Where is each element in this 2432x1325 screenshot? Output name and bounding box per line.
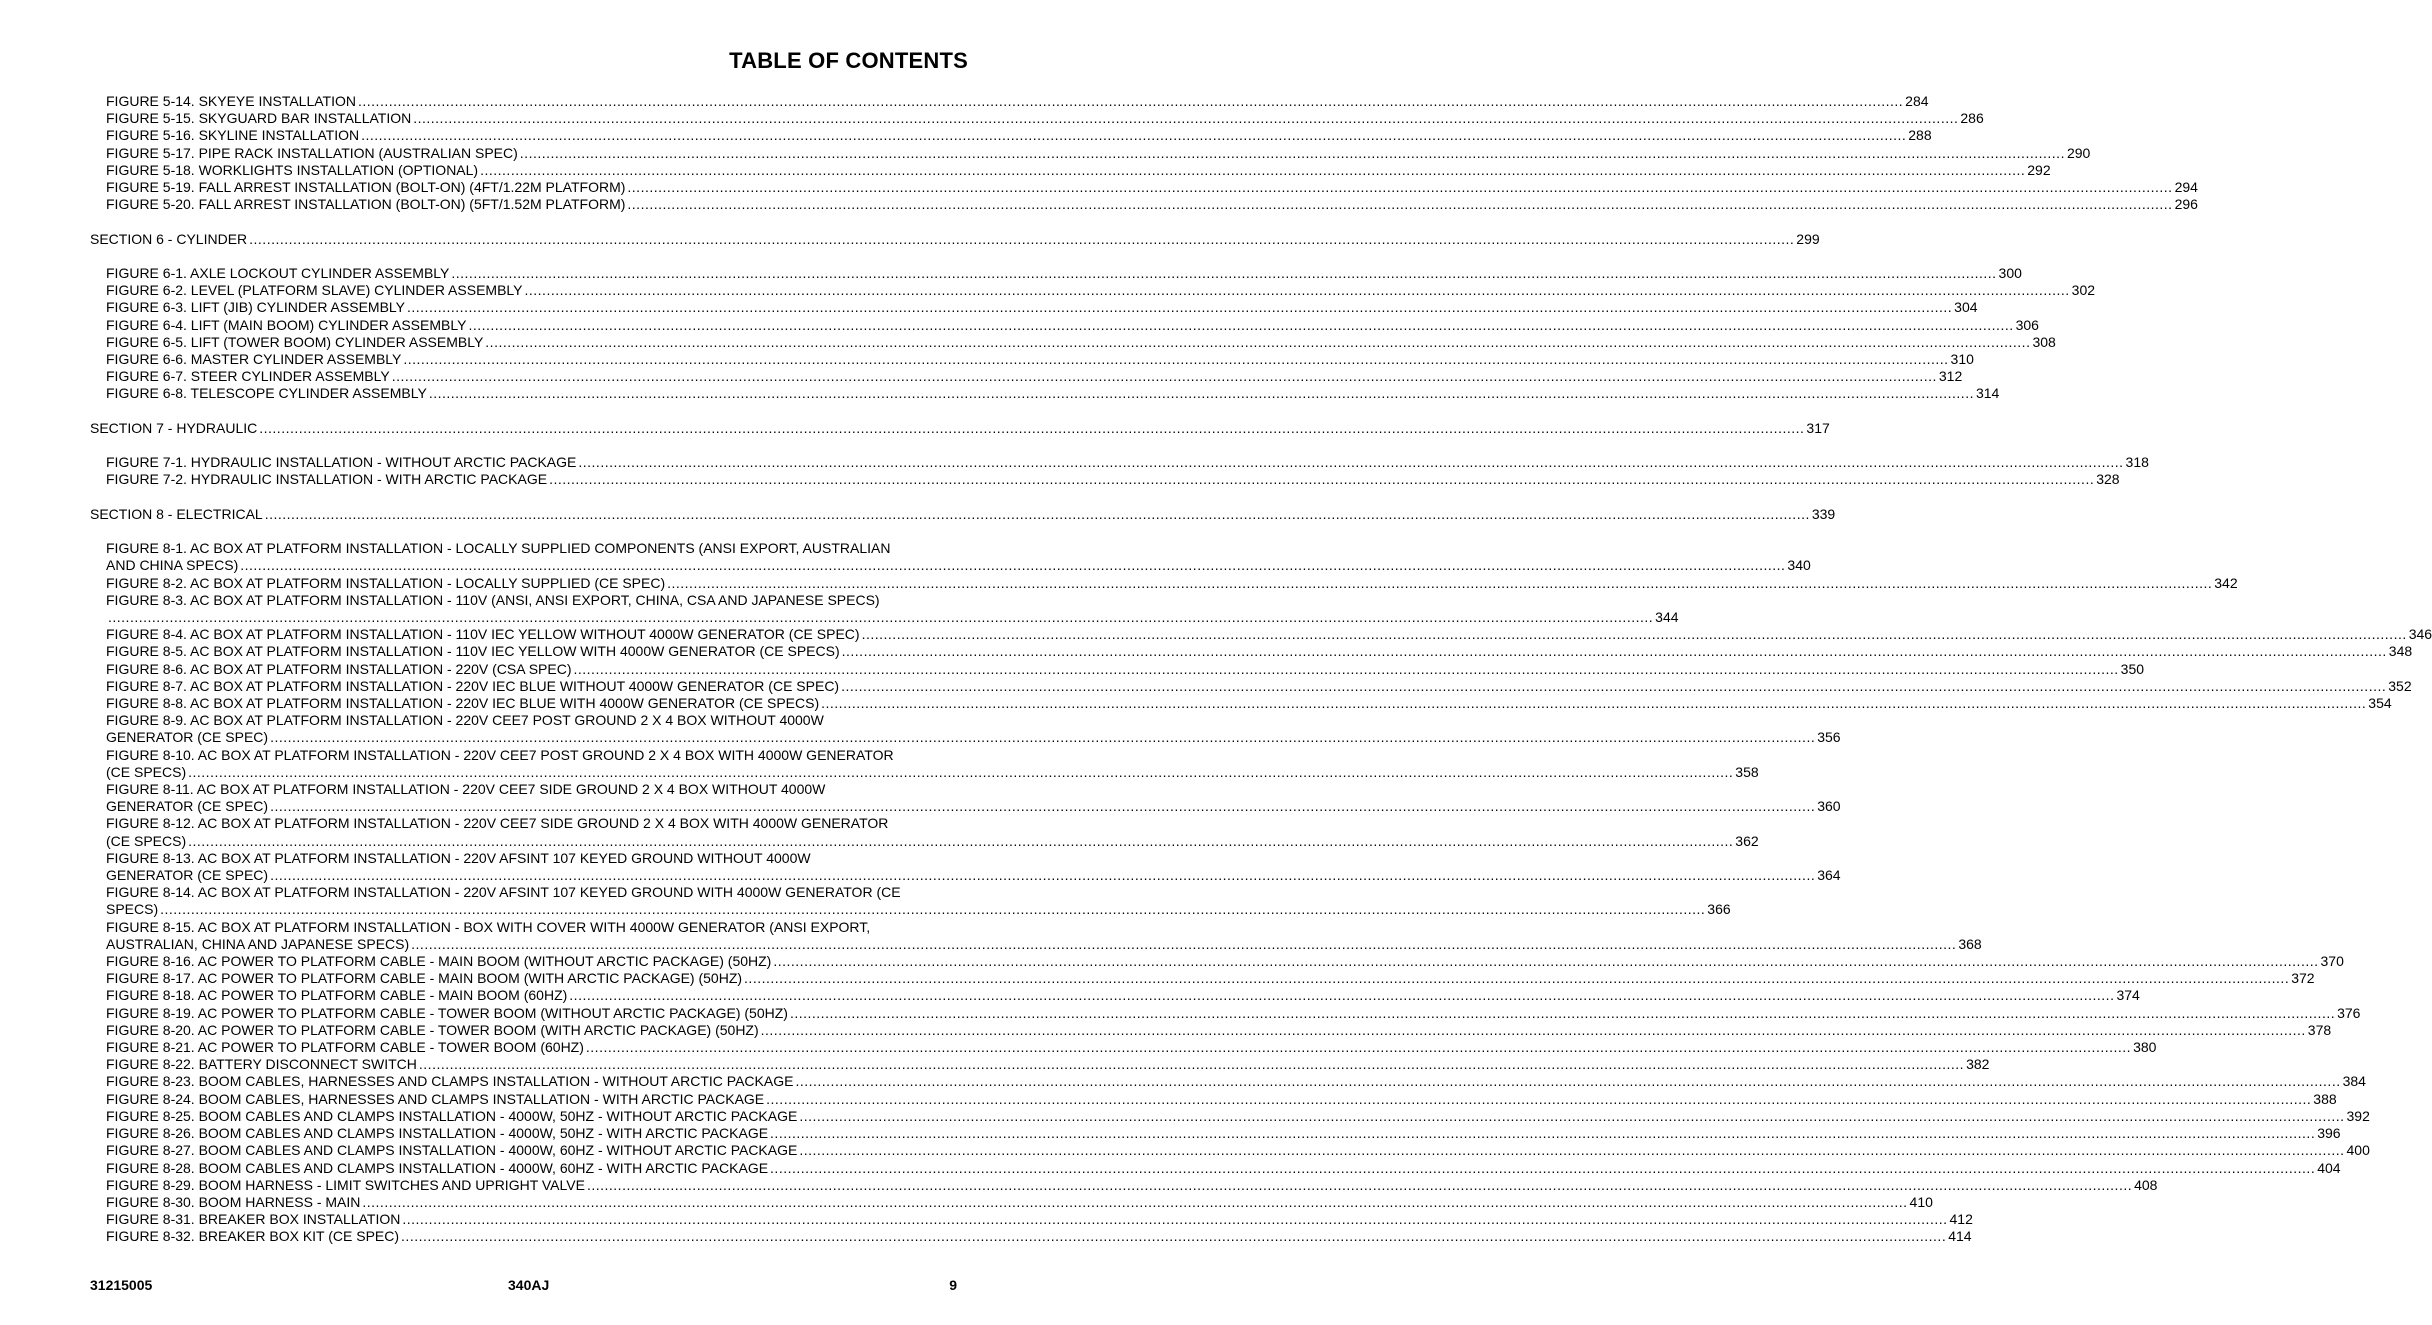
toc-entry-title: FIGURE 5-16. SKYLINE INSTALLATION [106,127,360,144]
toc-leader-dots [821,695,2366,712]
toc-entry-title: FIGURE 5-14. SKYEYE INSTALLATION [106,93,356,109]
toc-leader-dots [667,575,2212,592]
toc-entry-title: FIGURE 6-8. TELESCOPE CYLINDER ASSEMBLY [106,385,427,402]
toc-entry-title: FIGURE 8-18. AC POWER TO PLATFORM CABLE - MAIN BOOM (60HZ) [106,987,568,1004]
toc-entry-title-line1: FIGURE 8-1. AC BOX AT PLATFORM INSTALLATION - LOCALLY SUPPLIED COMPONENTS (ANSI EXPORT, AUSTRALIAN [106,540,891,557]
toc-entry-page: 300 [1998,265,2022,281]
toc-leader-dots [799,1142,2344,1159]
toc-entry-page: 358 [1735,763,1759,780]
toc-figure-entry[interactable] [90,970,2315,987]
toc-leader-dots [761,1022,2306,1039]
toc-entry-page: 288 [1908,127,1932,144]
toc-entry-title: FIGURE 8-22. BATTERY DISCONNECT SWITCH [106,1056,417,1073]
toc-entry-title: FIGURE 7-1. HYDRAULIC INSTALLATION - WITHOUT ARCTIC PACKAGE [106,454,577,471]
toc-figure-entry[interactable] [90,884,1731,918]
toc-figure-entry[interactable] [90,1107,2370,1125]
toc-entry-page: 396 [2317,1125,2341,1142]
toc-figure-entry[interactable] [90,1039,2157,1056]
toc-entry-title: FIGURE 6-4. LIFT (MAIN BOOM) CYLINDER ASSEMBLY [106,316,467,333]
toc-leader-dots [249,231,1794,248]
toc-entry-title-line1: FIGURE 8-11. AC BOX AT PLATFORM INSTALLATION - 220V CEE7 SIDE GROUND 2 X 4 BOX WITHOUT 4000W [106,781,826,798]
toc-list [90,93,2432,1246]
toc-figure-entry[interactable] [90,953,2344,970]
toc-entry-page: 306 [2015,316,2039,333]
toc-figure-entry[interactable] [90,849,1841,884]
toc-entry-title: FIGURE 8-32. BREAKER BOX KIT (CE SPEC) [106,1228,400,1245]
toc-leader-dots [270,867,1815,884]
toc-figure-entry[interactable] [90,643,2413,660]
toc-entry-page: 370 [2320,953,2344,970]
toc-entry-page: 408 [2134,1176,2158,1193]
toc-figure-entry[interactable] [90,695,2392,712]
toc-leader-dots [468,317,2013,334]
toc-entry-title: FIGURE 6-3. LIFT (JIB) CYLINDER ASSEMBLY [106,299,405,316]
toc-entry-page: 314 [1975,385,2000,402]
toc-figure-entry[interactable] [90,540,1811,574]
toc-leader-dots [627,196,2172,213]
toc-entry-title: SECTION 7 - HYDRAULIC [90,419,258,436]
toc-figure-entry[interactable] [90,110,1984,127]
toc-entry-title: FIGURE 8-20. AC POWER TO PLATFORM CABLE - TOWER BOOM (WITH ARCTIC PACKAGE) (50HZ) [106,1021,759,1038]
toc-leader-dots [402,1211,1947,1228]
toc-entry-title-line1: FIGURE 8-13. AC BOX AT PLATFORM INSTALLATION - 220V AFSINT 107 KEYED GROUND WITHOUT 4000W [106,849,811,866]
toc-entry-title: FIGURE 8-2. AC BOX AT PLATFORM INSTALLATION - LOCALLY SUPPLIED (CE SPEC) [106,574,666,591]
toc-leader-dots [574,661,2119,678]
toc-entry-page: 317 [1806,419,1830,436]
toc-leader-dots [358,93,1903,110]
toc-entry-page: 404 [2317,1159,2341,1176]
toc-leader-dots [525,282,2070,299]
toc-entry-page: 374 [2116,987,2140,1004]
toc-entry-page: 362 [1735,832,1759,849]
toc-entry-page: 294 [2174,179,2198,196]
toc-entry-title-line2: SPECS) [106,901,159,918]
toc-entry-page: 356 [1817,729,1841,746]
toc-entry-title-line2: GENERATOR (CE SPEC) [106,729,269,746]
toc-figure-entry[interactable] [90,161,2051,179]
doc-number: 31215005 [90,1277,153,1293]
toc-leader-dots [842,643,2387,660]
toc-leader-dots [392,368,1937,385]
toc-entry-page: 346 [2408,626,2432,643]
toc-figure-entry[interactable] [90,93,1929,110]
toc-entry-title: FIGURE 8-31. BREAKER BOX INSTALLATION [106,1211,401,1228]
page-number: 9 [949,1277,957,1293]
toc-figure-entry[interactable] [90,1211,1973,1228]
toc-figure-entry[interactable] [90,1125,2341,1142]
toc-entry-title: FIGURE 8-8. AC BOX AT PLATFORM INSTALLATION - 220V IEC BLUE WITH 4000W GENERATOR (CE SPECS) [106,695,820,712]
toc-entry-title-line1: FIGURE 8-14. AC BOX AT PLATFORM INSTALLATION - 220V AFSINT 107 KEYED GROUND WITH 4000W GENERATOR (CE [106,884,901,901]
toc-entry-title-line2: (CE SPECS) [106,832,187,849]
toc-entry-page: 368 [1958,935,1982,952]
toc-entry-title-line1: FIGURE 8-10. AC BOX AT PLATFORM INSTALLATION - 220V CEE7 POST GROUND 2 X 4 BOX WITH 4000W GENERATOR [106,746,894,763]
toc-entry-title: FIGURE 6-6. MASTER CYLINDER ASSEMBLY [106,351,402,368]
toc-leader-dots [862,626,2407,643]
toc-leader-dots [770,1160,2315,1177]
toc-entry-title: FIGURE 8-17. AC POWER TO PLATFORM CABLE - MAIN BOOM (WITH ARCTIC PACKAGE) (50HZ) [106,970,743,987]
toc-leader-dots [841,678,2386,695]
toc-leader-dots [401,1228,1946,1245]
toc-figure-entry[interactable] [90,1176,2158,1194]
toc-figure-entry[interactable] [90,1056,1990,1073]
toc-entry-title: FIGURE 6-5. LIFT (TOWER BOOM) CYLINDER ASSEMBLY [106,333,484,350]
toc-figure-entry[interactable] [90,1090,2337,1108]
toc-entry-page: 414 [1948,1228,1972,1245]
toc-figure-entry[interactable] [90,1073,2366,1090]
toc-entry-title-line1: FIGURE 8-3. AC BOX AT PLATFORM INSTALLATION - 110V (ANSI, ANSI EXPORT, CHINA, CSA AND JAPANESE SPECS) [106,591,880,608]
toc-entry-page: 372 [2291,970,2315,987]
toc-leader-dots [413,110,1958,127]
toc-figure-entry[interactable] [90,1004,2361,1022]
toc-leader-dots [270,729,1815,746]
toc-figure-entry[interactable] [90,781,1841,815]
toc-leader-dots [270,798,1815,815]
toc-entry-page: 318 [2125,454,2149,471]
toc-leader-dots [549,471,2094,488]
toc-leader-dots [160,901,1705,918]
toc-entry-title-line2: (CE SPECS) [106,763,187,780]
toc-figure-entry[interactable] [90,316,2039,334]
toc-leader-dots [773,953,2318,970]
toc-entry-title-line1: FIGURE 8-12. AC BOX AT PLATFORM INSTALLATION - 220V CEE7 SIDE GROUND 2 X 4 BOX WITH 4000W GENERATOR [106,815,889,832]
toc-figure-entry[interactable] [90,746,1759,781]
toc-figure-entry[interactable] [90,712,1841,746]
toc-entry-title: FIGURE 8-7. AC BOX AT PLATFORM INSTALLATION - 220V IEC BLUE WITHOUT 4000W GENERATOR (CE SPEC) [106,677,840,694]
toc-entry-page: 328 [2096,471,2120,488]
toc-figure-entry[interactable] [90,1142,2370,1159]
toc-entry-page: 340 [1787,557,1811,574]
toc-leader-dots [520,145,2065,162]
toc-entry-title-line2: AUSTRALIAN, CHINA AND JAPANESE SPECS) [106,935,410,952]
model-name: 340AJ [508,1277,550,1293]
toc-entry-page: 376 [2337,1004,2361,1021]
toc-figure-entry[interactable] [90,471,2120,488]
toc-entry-page: 382 [1966,1056,1990,1073]
toc-entry-page: 292 [2027,161,2051,178]
toc-entry-page: 344 [1655,609,1679,625]
toc-entry-page: 412 [1949,1211,1973,1228]
toc-entry-page: 352 [2388,677,2412,694]
toc-section-entry[interactable] [90,419,1830,437]
toc-entry-page: 310 [1950,351,1974,368]
toc-leader-dots [480,162,2025,179]
toc-figure-entry[interactable] [90,1159,2341,1177]
toc-entry-title: SECTION 6 - CYLINDER [90,230,248,247]
toc-figure-entry[interactable] [90,368,1963,385]
toc-leader-dots [587,1177,2132,1194]
toc-leader-dots [361,127,1906,144]
toc-entry-title: SECTION 8 - ELECTRICAL [90,505,263,522]
toc-leader-dots [451,265,1996,282]
toc-figure-entry[interactable] [90,626,2432,643]
toc-leader-dots [766,1091,2311,1108]
toc-entry-title-line2: AND CHINA SPECS) [106,557,239,574]
toc-figure-entry[interactable] [90,179,2198,196]
toc-entry-title: FIGURE 6-7. STEER CYLINDER ASSEMBLY [106,368,390,385]
toc-figure-entry[interactable] [90,1228,1972,1245]
toc-leader-dots [407,299,1952,316]
toc-figure-entry[interactable] [90,574,2238,592]
toc-entry-title-line2: GENERATOR (CE SPEC) [106,867,269,884]
toc-entry-page: 354 [2368,695,2392,712]
toc-entry-page: 302 [2071,282,2096,299]
toc-figure-entry[interactable] [90,196,2198,213]
toc-entry-title: FIGURE 8-4. AC BOX AT PLATFORM INSTALLATION - 110V IEC YELLOW WITHOUT 4000W GENERATOR (CE SPEC) [106,626,860,643]
toc-leader-dots [265,506,1810,523]
toc-entry-title: FIGURE 8-28. BOOM CABLES AND CLAMPS INSTALLATION - 4000W, 60HZ - WITH ARCTIC PACKAGE [106,1159,769,1176]
toc-entry-title: FIGURE 5-15. SKYGUARD BAR INSTALLATION [106,110,412,127]
toc-figure-entry[interactable] [90,299,1978,316]
toc-entry-page: 284 [1905,93,1929,109]
toc-figure-entry[interactable] [90,265,2022,282]
toc-entry-title-line2: GENERATOR (CE SPEC) [106,798,269,815]
toc-entry-title: FIGURE 8-19. AC POWER TO PLATFORM CABLE - TOWER BOOM (WITHOUT ARCTIC PACKAGE) (50HZ) [106,1004,788,1021]
toc-figure-entry[interactable] [90,1021,2332,1039]
toc-entry-page: 304 [1954,299,1978,316]
toc-figure-entry[interactable] [90,333,2056,351]
toc-leader-dots [240,557,1785,574]
toc-leader-dots [627,179,2172,196]
toc-leader-dots [403,351,1948,368]
toc-entry-page: 380 [2133,1039,2157,1056]
toc-entry-title: FIGURE 8-24. BOOM CABLES, HARNESSES AND CLAMPS INSTALLATION - WITH ARCTIC PACKAGE [106,1090,765,1107]
toc-entry-title: FIGURE 8-29. BOOM HARNESS - LIMIT SWITCHES AND UPRIGHT VALVE [106,1176,585,1193]
toc-entry-title: FIGURE 7-2. HYDRAULIC INSTALLATION - WITH ARCTIC PACKAGE [106,471,548,488]
toc-figure-entry[interactable] [90,660,2145,678]
toc-leader-dots [108,609,1653,626]
toc-figure-entry[interactable] [90,127,1932,144]
toc-entry-page: 410 [1909,1193,1933,1210]
toc-figure-entry[interactable] [90,987,2140,1004]
toc-entry-title: FIGURE 6-1. AXLE LOCKOUT CYLINDER ASSEMBLY [106,265,450,281]
toc-entry-page: 400 [2346,1142,2370,1159]
toc-entry-page: 339 [1811,505,1836,522]
toc-figure-entry[interactable] [90,351,1974,368]
toc-entry-title: FIGURE 8-25. BOOM CABLES AND CLAMPS INSTALLATION - 4000W, 50HZ - WITHOUT ARCTIC PACKAGE [106,1107,798,1124]
toc-leader-dots [259,420,1804,437]
toc-entry-title-line1: FIGURE 8-15. AC BOX AT PLATFORM INSTALLATION - BOX WITH COVER WITH 4000W GENERATOR (ANSI EXPORT, [106,918,871,935]
toc-figure-entry[interactable] [90,815,1759,849]
toc-entry-page: 296 [2174,196,2198,213]
toc-leader-dots [411,936,1956,953]
toc-entry-title: FIGURE 8-6. AC BOX AT PLATFORM INSTALLATION - 220V (CSA SPEC) [106,660,572,677]
toc-entry-title: FIGURE 8-16. AC POWER TO PLATFORM CABLE - MAIN BOOM (WITHOUT ARCTIC PACKAGE) (50HZ) [106,953,772,970]
toc-section-entry[interactable] [90,230,1820,248]
toc-entry-title: FIGURE 5-18. WORKLIGHTS INSTALLATION (OPTIONAL) [106,161,479,178]
toc-entry-page: 378 [2307,1021,2332,1038]
page-title: TABLE OF CONTENTS [729,48,968,73]
toc-figure-entry[interactable] [90,282,2096,299]
toc-entry-title: FIGURE 5-17. PIPE RACK INSTALLATION (AUSTRALIAN SPEC) [106,144,518,161]
toc-leader-dots [795,1073,2340,1090]
toc-leader-dots [485,334,2030,351]
toc-entry-page: 384 [2342,1073,2366,1090]
toc-entry-title: FIGURE 5-19. FALL ARREST INSTALLATION (BOLT-ON) (4FT/1.22M PLATFORM) [106,179,626,196]
toc-leader-dots [578,454,2123,471]
toc-leader-dots [419,1056,1964,1073]
toc-entry-page: 348 [2388,643,2413,660]
toc-section-entry[interactable] [90,505,1836,523]
toc-entry-page: 312 [1938,368,1963,385]
toc-entry-page: 342 [2214,574,2238,591]
toc-leader-dots [569,987,2114,1004]
toc-figure-entry[interactable] [90,677,2412,695]
toc-figure-entry[interactable] [90,918,1982,953]
toc-figure-entry[interactable] [90,385,2000,402]
toc-leader-dots [799,1108,2344,1125]
toc-entry-title: FIGURE 8-26. BOOM CABLES AND CLAMPS INSTALLATION - 4000W, 50HZ - WITH ARCTIC PACKAGE [106,1125,769,1142]
toc-entry-title: FIGURE 8-27. BOOM CABLES AND CLAMPS INSTALLATION - 4000W, 60HZ - WITHOUT ARCTIC PACKAGE [106,1142,798,1159]
toc-leader-dots [586,1039,2131,1056]
toc-entry-title: FIGURE 6-2. LEVEL (PLATFORM SLAVE) CYLINDER ASSEMBLY [106,282,523,299]
toc-entry-title: FIGURE 8-21. AC POWER TO PLATFORM CABLE - TOWER BOOM (60HZ) [106,1039,584,1056]
toc-entry-title: FIGURE 8-5. AC BOX AT PLATFORM INSTALLATION - 110V IEC YELLOW WITH 4000W GENERATOR (CE SPECS) [106,643,840,660]
toc-leader-dots [429,385,1974,402]
toc-figure-entry[interactable] [90,454,2149,471]
toc-leader-dots [744,970,2289,987]
toc-figure-entry[interactable] [90,591,1679,626]
toc-entry-title: FIGURE 5-20. FALL ARREST INSTALLATION (BOLT-ON) (5FT/1.52M PLATFORM) [106,196,626,213]
toc-entry-page: 392 [2346,1107,2370,1124]
toc-entry-page: 364 [1817,867,1841,884]
toc-entry-page: 350 [2120,660,2145,677]
toc-entry-page: 299 [1796,230,1820,247]
toc-figure-entry[interactable] [90,1193,1933,1211]
toc-entry-page: 286 [1960,110,1984,127]
toc-entry-page: 388 [2313,1090,2337,1107]
toc-entry-page: 290 [2066,144,2091,161]
toc-entry-page: 308 [2032,333,2056,350]
toc-entry-title-line1: FIGURE 8-9. AC BOX AT PLATFORM INSTALLATION - 220V CEE7 POST GROUND 2 X 4 BOX WITHOUT 4000W [106,712,824,729]
toc-entry-title: FIGURE 8-23. BOOM CABLES, HARNESSES AND CLAMPS INSTALLATION - WITHOUT ARCTIC PACKAGE [106,1073,794,1090]
toc-leader-dots [362,1194,1907,1211]
toc-leader-dots [790,1005,2335,1022]
toc-figure-entry[interactable] [90,144,2091,162]
toc-entry-page: 360 [1817,798,1841,815]
toc-leader-dots [188,833,1733,850]
toc-leader-dots [188,764,1733,781]
toc-leader-dots [770,1125,2315,1142]
toc-entry-page: 366 [1707,901,1731,918]
toc-entry-title: FIGURE 8-30. BOOM HARNESS - MAIN [106,1193,361,1210]
